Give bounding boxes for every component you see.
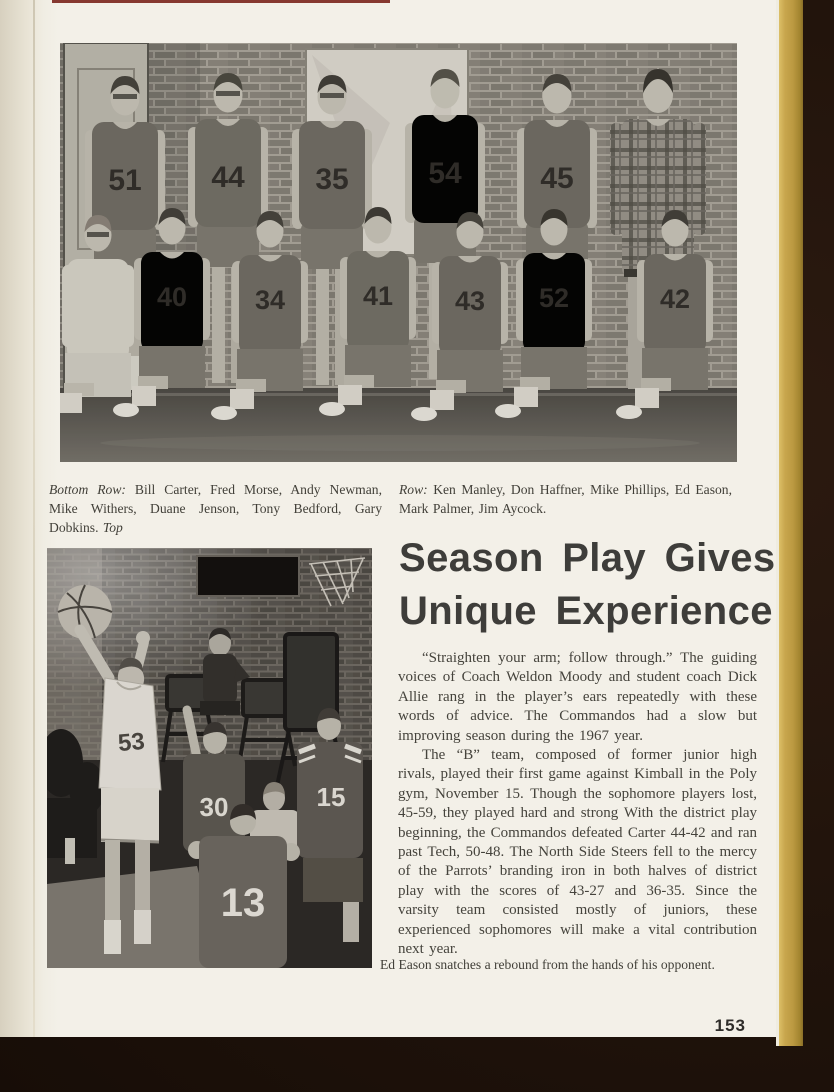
jersey-number: 34 — [254, 285, 286, 315]
jersey-number: 35 — [315, 163, 349, 196]
cover-edge-line — [52, 0, 390, 3]
caption-names: Bill Carter, Fred Morse, Andy Newman, Mike Withers, Duane Jenson, Tony Bedford, Gary Dobkins. — [49, 482, 382, 535]
jersey-number: 53 — [116, 727, 146, 758]
team-photo-illustration — [60, 43, 737, 462]
caption-trail-italic: Top — [102, 520, 123, 535]
caption-lead-italic: Bottom Row: — [49, 482, 126, 497]
jersey-number: 13 — [220, 881, 266, 925]
jersey-number: 52 — [538, 283, 570, 313]
team-caption-right — [399, 480, 732, 518]
team-photo — [60, 43, 737, 462]
jersey-number: 40 — [156, 282, 188, 312]
jersey-number: 15 — [316, 782, 346, 812]
article-body — [398, 649, 757, 960]
headline-line-1: Season Play Gives — [399, 536, 776, 580]
article-paragraph-2: The “B” team, composed of former junior high rivals, played their first game against Kimball in the Poly gym, November 15. Though the sophomore players lost, 45-59, they played hard and strong With the district play beginning, the Commandos defeated Carter 44-42 and ran past Tech, 50-48. The North Side Steers fell to the mercy of the Parrots’ branding iron in both halves of district play with the scores of 43-27 and 36-35. Since the varsity team consisted mostly of juniors, these experienced sophomores will make a vital contribution next year. — [398, 747, 757, 958]
gilded-page-edge — [776, 0, 803, 1046]
article-paragraph-1: “Straighten your arm; follow through.” The guiding voices of Coach Weldon Moody and student coach Dick Allie rang in the player’s ears repeatedly with these words of advice. The Commandos had a slow but improving season during the 1967 year. — [398, 650, 757, 744]
jersey-number: 41 — [362, 281, 394, 311]
caption-lead-italic: Row: — [399, 482, 428, 497]
binding-crease — [33, 0, 35, 1037]
article-headline — [399, 532, 776, 638]
headline-line-2: Unique Experience — [399, 589, 773, 633]
jersey-number: 44 — [211, 161, 245, 194]
jersey-number: 54 — [428, 157, 462, 190]
jersey-number: 30 — [199, 792, 229, 822]
action-photo-caption: Ed Eason snatches a rebound from the hands of his opponent. — [380, 957, 715, 972]
jersey-number: 43 — [454, 286, 486, 316]
page-number: 153 — [714, 1016, 746, 1035]
jersey-number: 45 — [540, 162, 574, 195]
caption-names: Ken Manley, Don Haffner, Mike Phillips, Ed Eason, Mark Palmer, Jim Aycock. — [399, 482, 732, 516]
jersey-number: 51 — [108, 164, 142, 197]
team-caption-left — [49, 480, 382, 537]
action-photo-illustration — [47, 548, 372, 968]
action-photo — [47, 548, 372, 968]
jersey-number: 42 — [659, 284, 691, 314]
